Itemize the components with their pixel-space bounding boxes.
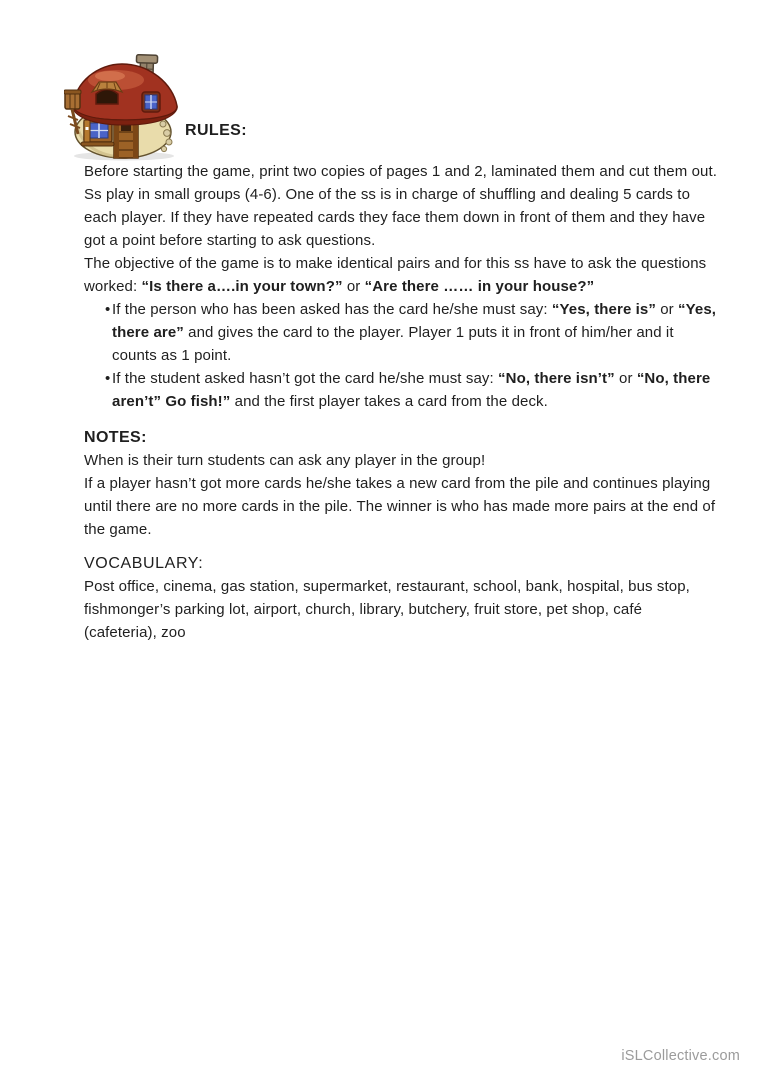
bullet-icon: • xyxy=(105,370,111,387)
paragraph-turn-rule: When is their turn students can ask any player in the group! xyxy=(84,452,486,469)
mushroom-house-image xyxy=(64,54,186,162)
paragraph-pile-rule: If a player hasn’t got more cards he/she takes a new card from the pile and continues playing until there are no more cards in the pile. The winner is who has made more pairs at the end of the game. xyxy=(84,475,716,538)
list-item xyxy=(84,298,718,367)
bullet-icon: • xyxy=(105,301,111,318)
rules-bullet-list xyxy=(84,298,718,413)
bullet-yes-answer: If the person who has been asked has the card he/she must say: “Yes, there is” or “Yes, there are” and gives the card to the player. Player 1 puts it in front of him/her and it counts as 1 point. xyxy=(112,301,717,364)
rules-heading: RULES: xyxy=(185,122,247,139)
paragraph-groups-dealing: Ss play in small groups (4-6). One of the ss is in charge of shuffling and dealing 5 cards to each player. If they have repeated cards they face them down in front of them and they have got a point before starting to ask questions. xyxy=(84,186,706,249)
notes-heading: NOTES: xyxy=(84,429,147,446)
paragraph-vocabulary-list: Post office, cinema, gas station, supermarket, restaurant, school, bank, hospital, bus stop, fishmonger’s parking lot, airport, church, library, butchery, fruit store, pet shop, café (cafeteria), zoo xyxy=(84,578,690,641)
islcollective-watermark: iSLCollective.com xyxy=(621,1048,740,1064)
document-body xyxy=(84,160,718,644)
vocabulary-heading: VOCABULARY: xyxy=(84,555,204,572)
mushroom-house-icon xyxy=(64,54,186,162)
bullet-no-answer: If the student asked hasn’t got the card he/she must say: “No, there isn’t” or “No, there aren’t” Go fish!” and the first player takes a card from the deck. xyxy=(112,370,711,410)
paragraph-objective: The objective of the game is to make identical pairs and for this ss have to ask the questions worked: “Is there a….in your town?” or “Are there …… in your house?” xyxy=(84,255,707,295)
list-item xyxy=(84,367,718,413)
paragraph-print-setup: Before starting the game, print two copies of pages 1 and 2, laminated them and cut them out. xyxy=(84,163,718,180)
